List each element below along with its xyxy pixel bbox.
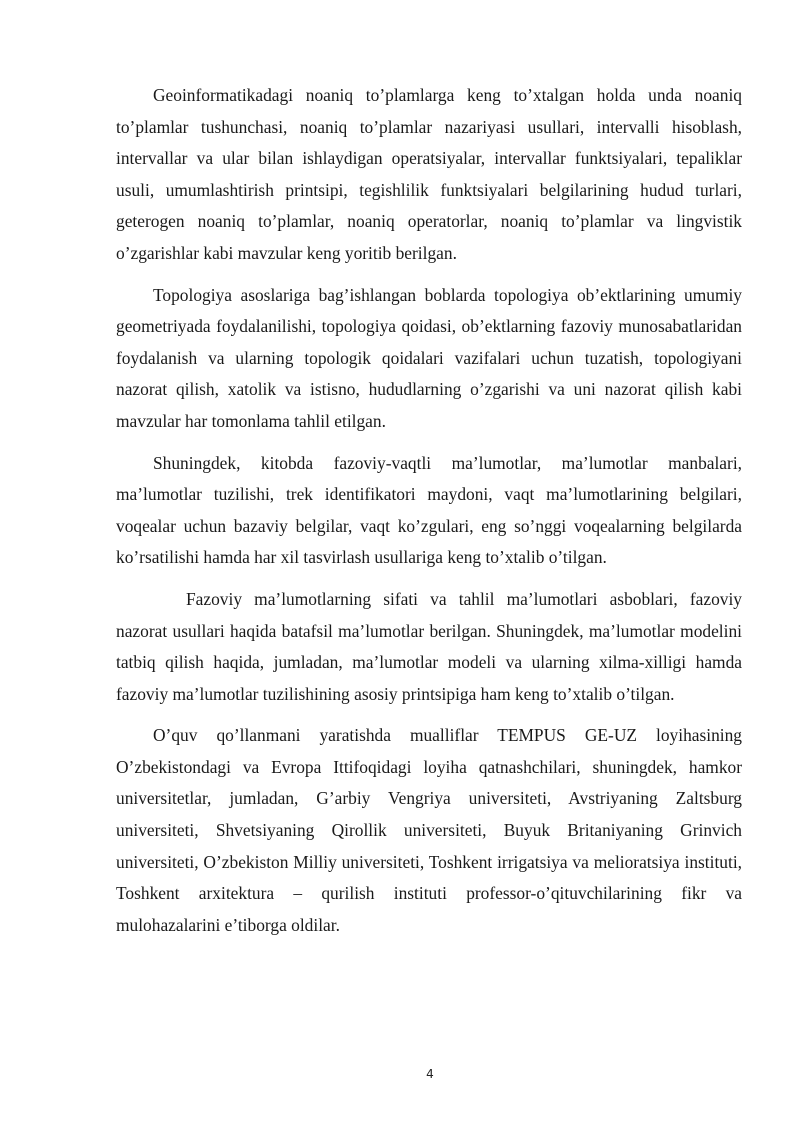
page-number: 4 bbox=[426, 1067, 434, 1081]
paragraph-topology: Topologiya asoslariga bag’ishlangan boblarda topologiya ob’ektlarining umumiy geometriyada foydalanilishi, topologiya qoidasi, ob’ektlarning fazoviy munosabatlaridan foydalanish va ularning topologik qoidalari vazifalari uchun tuzatish, topologiyani nazorat qilish, xatolik va istisno, hududlarning o’zgarishi va uni nazorat qilish kabi mavzular har tomonlama tahlil etilgan. bbox=[116, 284, 742, 431]
paragraph-spatial-data-quality: Fazoviy ma’lumotlarning sifati va tahlil ma’lumotlari asboblari, fazoviy nazorat usullari haqida batafsil ma’lumotlar berilgan. Shuningdek, ma’lumotlar modelini tatbiq qilish haqida, jumladan, ma’lumotlar modeli va ularning xilma-xilligi hamda fazoviy ma’lumotlar tuzilishining asosiy printsipiga ham keng to’xtalib o’tilgan. bbox=[116, 588, 742, 704]
paragraph-acknowledgements: O’quv qo’llanmani yaratishda mualliflar TEMPUS GE-UZ loyihasining O’zbekistondagi va Evropa Ittifoqidagi loyiha qatnashchilari, shuningdek, hamkor universitetlar, jumladan, G’arbiy Vengriya universiteti, Avstriyaning Zaltsburg universiteti, Shvetsiyaning Qirollik universiteti, Buyuk Britaniyaning Grinvich universiteti, O’zbekiston Milliy universiteti, Toshkent irrigatsiya va melioratsiya instituti, Toshkent arxitektura – qurilish instituti professor-o’qituvchilarining fikr va mulohazalarini e’tiborga oldilar. bbox=[116, 725, 742, 935]
page-body bbox=[116, 80, 742, 951]
paragraph-fuzzy-sets: Geoinformatikadagi noaniq to’plamlarga keng to’xtalgan holda unda noaniq to’plamlar tushunchasi, noaniq to’plamlar nazariyasi usullari, intervalli hisoblash, intervallar va ular bilan ishlaydigan operatsiyalar, intervallar funktsiyalari, tepaliklar usuli, umumlashtirish printsipi, tegishlilik funktsiyalari belgilarining hudud turlari, geterogen noaniq to’plamlar, noaniq operatorlar, noaniq to’plamlar va lingvistik o’zgarishlar kabi mavzular keng yoritib berilgan. bbox=[116, 85, 742, 263]
paragraph-spatiotemporal-data: Shuningdek, kitobda fazoviy-vaqtli ma’lumotlar, ma’lumotlar manbalari, ma’lumotlar tuzilishi, trek identifikatori maydoni, vaqt ma’lumotlarining belgilari, voqealar uchun bazaviy belgilar, vaqt ko’zgulari, eng so’nggi voqealarning belgilarda ko’rsatilishi hamda har xil tasvirlash usullariga keng to’xtalib o’tilgan. bbox=[116, 452, 742, 568]
